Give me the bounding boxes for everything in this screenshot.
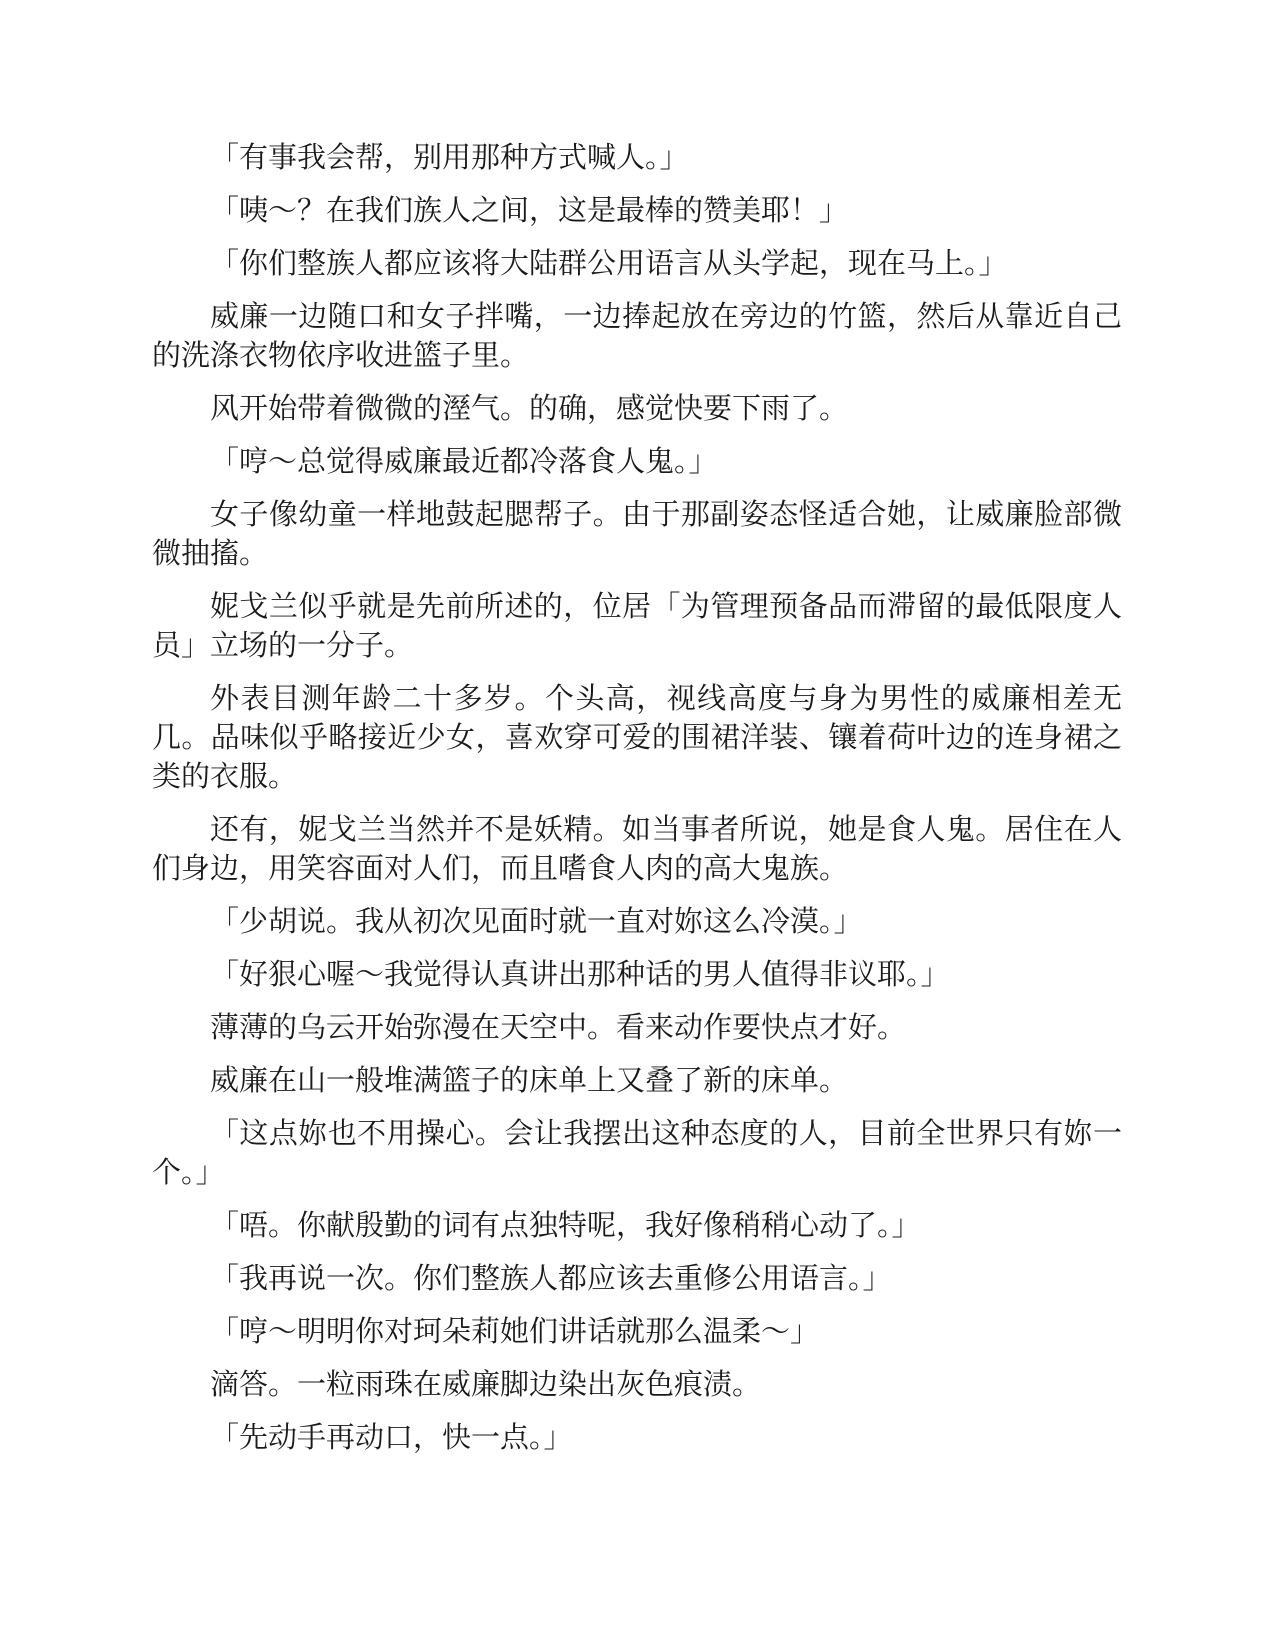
paragraph: 「先动手再动口，快一点。」 (210, 1420, 573, 1454)
paragraph: 妮戈兰似乎就是先前所述的，位居「为管理预备品而滞留的最低限度人员」立场的一分子。 (152, 589, 1122, 662)
document-body (152, 138, 1122, 1471)
paragraph: 威廉在山一般堆满篮子的床单上又叠了新的床单。 (210, 1063, 849, 1097)
paragraph: 外表目测年龄二十多岁。个头高，视线高度与身为男性的威廉相差无几。品味似乎略接近少女，喜欢穿可爱的围裙洋装、镶着荷叶边的连身裙之类的衣服。 (152, 681, 1122, 793)
paragraph: 「有事我会帮，别用那种方式喊人。」 (210, 140, 689, 174)
paragraph: 「少胡说。我从初次见面时就一直对妳这么冷漠。」 (210, 904, 863, 938)
paragraph: 「我再说一次。你们整族人都应该去重修公用语言。」 (210, 1261, 892, 1295)
paragraph: 女子像幼童一样地鼓起腮帮子。由于那副姿态怪适合她，让威廉脸部微微抽搐。 (152, 497, 1122, 570)
paragraph: 「这点妳也不用操心。会让我摆出这种态度的人，目前全世界只有妳一个。」 (152, 1116, 1122, 1189)
paragraph: 滴答。一粒雨珠在威廉脚边染出灰色痕渍。 (210, 1367, 762, 1401)
paragraph: 威廉一边随口和女子拌嘴，一边捧起放在旁边的竹篮，然后从靠近自己的洗涤衣物依序收进篮子里。 (152, 299, 1122, 372)
paragraph: 「哼～总觉得威廉最近都冷落食人鬼。」 (210, 444, 718, 478)
paragraph: 「唔。你献殷勤的词有点独特呢，我好像稍稍心动了。」 (210, 1208, 921, 1242)
paragraph: 「你们整族人都应该将大陆群公用语言从头学起，现在马上。」 (210, 246, 1008, 280)
paragraph: 还有，妮戈兰当然并不是妖精。如当事者所说，她是食人鬼。居住在人们身边，用笑容面对人们，而且嗜食人肉的高大鬼族。 (152, 812, 1122, 885)
paragraph: 薄薄的乌云开始弥漫在天空中。看来动作要快点才好。 (210, 1010, 907, 1044)
paragraph: 「哼～明明你对珂朵莉她们讲话就那么温柔～」 (210, 1314, 820, 1348)
paragraph: 「咦～？在我们族人之间，这是最棒的赞美耶！」 (210, 193, 849, 227)
paragraph: 风开始带着微微的溼气。的确，感觉快要下雨了。 (210, 391, 849, 425)
paragraph: 「好狠心喔～我觉得认真讲出那种话的男人值得非议耶。」 (210, 957, 950, 991)
